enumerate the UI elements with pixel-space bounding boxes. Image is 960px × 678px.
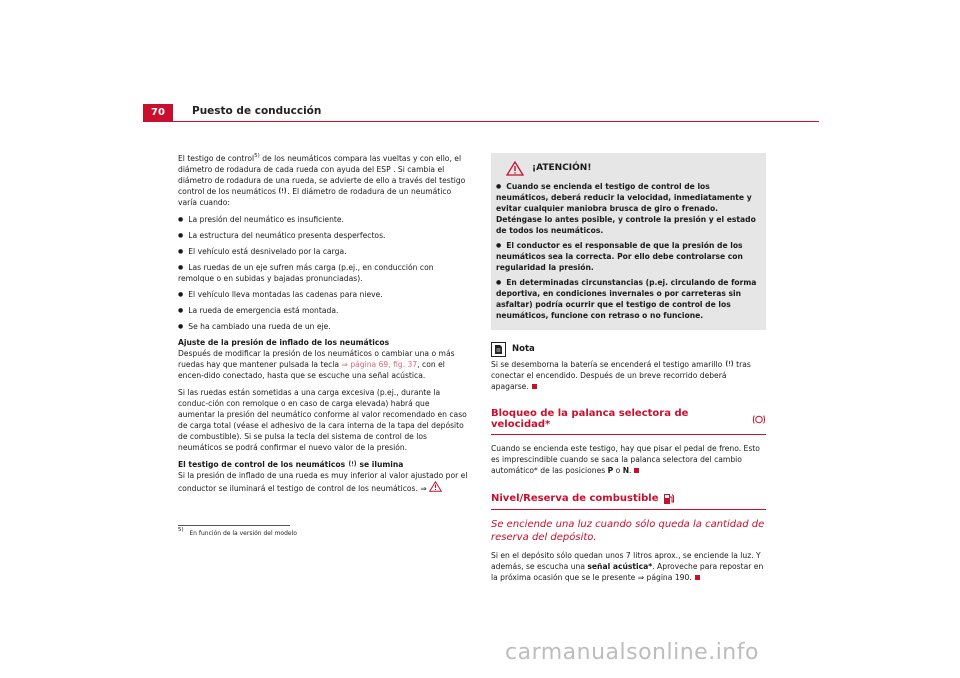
tyre-pressure-icon (348, 459, 357, 468)
lamp-heading: El testigo de control de los neumáticos se ilumina (178, 460, 404, 469)
causes-list (178, 214, 468, 332)
adjust-paragraph: Después de modificar la presión de los neumáticos o cambiar una o más ruedas hay que mantener pulsada la tecla ⇒ página 69, fig. 37, con el encen-dido conectado, hasta que se escuche una señal acústica. (178, 349, 455, 380)
fuel-pump-icon (663, 492, 675, 505)
lamp-paragraph: Si la presión de inflado de una rueda es muy inferior al valor ajustado por el conductor se iluminará el testigo de control de los neumáticos. ⇒ (178, 471, 468, 493)
note-block (491, 342, 766, 392)
note-icon (491, 342, 506, 357)
list-item: ● El vehículo lleva montadas las cadenas para nieve. (178, 289, 468, 300)
warning-item: ● El conductor es el responsable de que la presión de los neumáticos sea la correcta. Por ello debe controlarse con regularidad la presión. (496, 240, 761, 273)
note-header (491, 342, 766, 357)
brake-icon (752, 414, 766, 425)
footnote-ref: 5) (254, 153, 260, 159)
adjust-heading: Ajuste de la presión de inflado de los neumáticos (178, 338, 390, 347)
list-item: ● La rueda de emergencia está montada. (178, 305, 468, 316)
warning-item: ● Cuando se encienda el testigo de control de los neumáticos, deberá reducir la velocidad, inmediatamente y evitar cualquier maniobra brusca de giro o frenado. Deténgase lo antes posible, y controle la presión y el estado de todos los neumáticos. (496, 181, 761, 236)
warning-triangle-icon (506, 161, 524, 176)
warning-item: ● En determinadas circunstancias (p.ej. circulando de forma deportiva, en condiciones invernales o por carreteras sin asfaltar) podría ocurrir que el testigo de control de los neumáticos, funcione con retraso o no funcione. (496, 277, 761, 321)
footnote-divider (178, 525, 290, 526)
fuel-heading: Nivel/Reserva de combustible (491, 492, 766, 510)
header-divider (143, 121, 819, 122)
end-mark (695, 575, 700, 580)
list-item: ● La estructura del neumático presenta desperfectos. (178, 230, 468, 241)
right-column (491, 153, 766, 589)
footnote: $^{5)}$ En función de la versión del modelo (178, 527, 297, 537)
note-text: Si se desemborna la batería se encenderá el testigo amarillo tras conectar el encendido. Después de un breve recorrido deberá apagarse. (491, 360, 751, 391)
page-link[interactable]: ⇒ página 69, fig. 37 (341, 360, 418, 369)
page-title: Puesto de conducción (192, 105, 322, 117)
end-mark (532, 384, 537, 389)
selector-lock-heading: Bloqueo de la palanca selectora de velocidad* (491, 408, 766, 435)
selector-lock-text: Cuando se encienda este testigo, hay que pisar el pedal de freno. Esto es imprescindible cuando se saca la palanca selectora del cambio automático* de las posiciones P o N. (491, 444, 760, 475)
note-title: Nota (512, 344, 535, 354)
warning-box (491, 153, 766, 330)
page-number: 70 (143, 104, 173, 121)
list-item: ● La presión del neumático es insuficiente. (178, 214, 468, 225)
intro-paragraph: El testigo de control$^{5)}$ de los neumáticos compara las vueltas y con ello, el diámetro de rodadura de cada rueda con ayuda del ESP . Si cambia el diámetro de rodadura de una rueda, se advierte de ello a través del testigo control de los neumáticos . El diámetro de rodadura de un neumático varía cuando: (178, 153, 466, 207)
end-mark (634, 468, 639, 473)
overload-paragraph: Si las ruedas están sometidas a una carga excesiva (p.ej., durante la conduc-ción con remolque o en caso de carga elevada) habrá que aumentar la presión del neumático conforme al valor recomendado en caso de carga total (véase el adhesivo de la cara interna de la tapa del depósito de combustible). Si se pulsa la tecla del sistema de control de los neumáticos se podrá confirmar el nuevo valor de la presión. (178, 388, 467, 452)
tyre-pressure-icon (725, 359, 734, 368)
warning-title: ¡ATENCIÓN! (532, 163, 592, 173)
watermark: carmanualsonline.info (505, 640, 759, 665)
fuel-text: Si en el depósito sólo quedan unos 7 litros aprox., se enciende la luz. Y además, se escucha una señal acústica*. Aproveche para repostar en la próxima ocasión que se le presente ⇒ página 190. (491, 551, 764, 582)
list-item: ● El vehículo está desnivelado por la carga. (178, 246, 468, 257)
left-column (178, 153, 468, 500)
warning-header (496, 161, 761, 176)
fuel-subheading: Se enciende una luz cuando sólo queda la cantidad de reserva del depósito. (491, 519, 765, 543)
list-item: ● Se ha cambiado una rueda de un eje. (178, 321, 468, 332)
warning-triangle-icon (429, 481, 442, 492)
list-item: ● Las ruedas de un eje sufren más carga (p.ej., en conducción con remolque o en subidas y bajadas pronunciadas). (178, 262, 468, 284)
